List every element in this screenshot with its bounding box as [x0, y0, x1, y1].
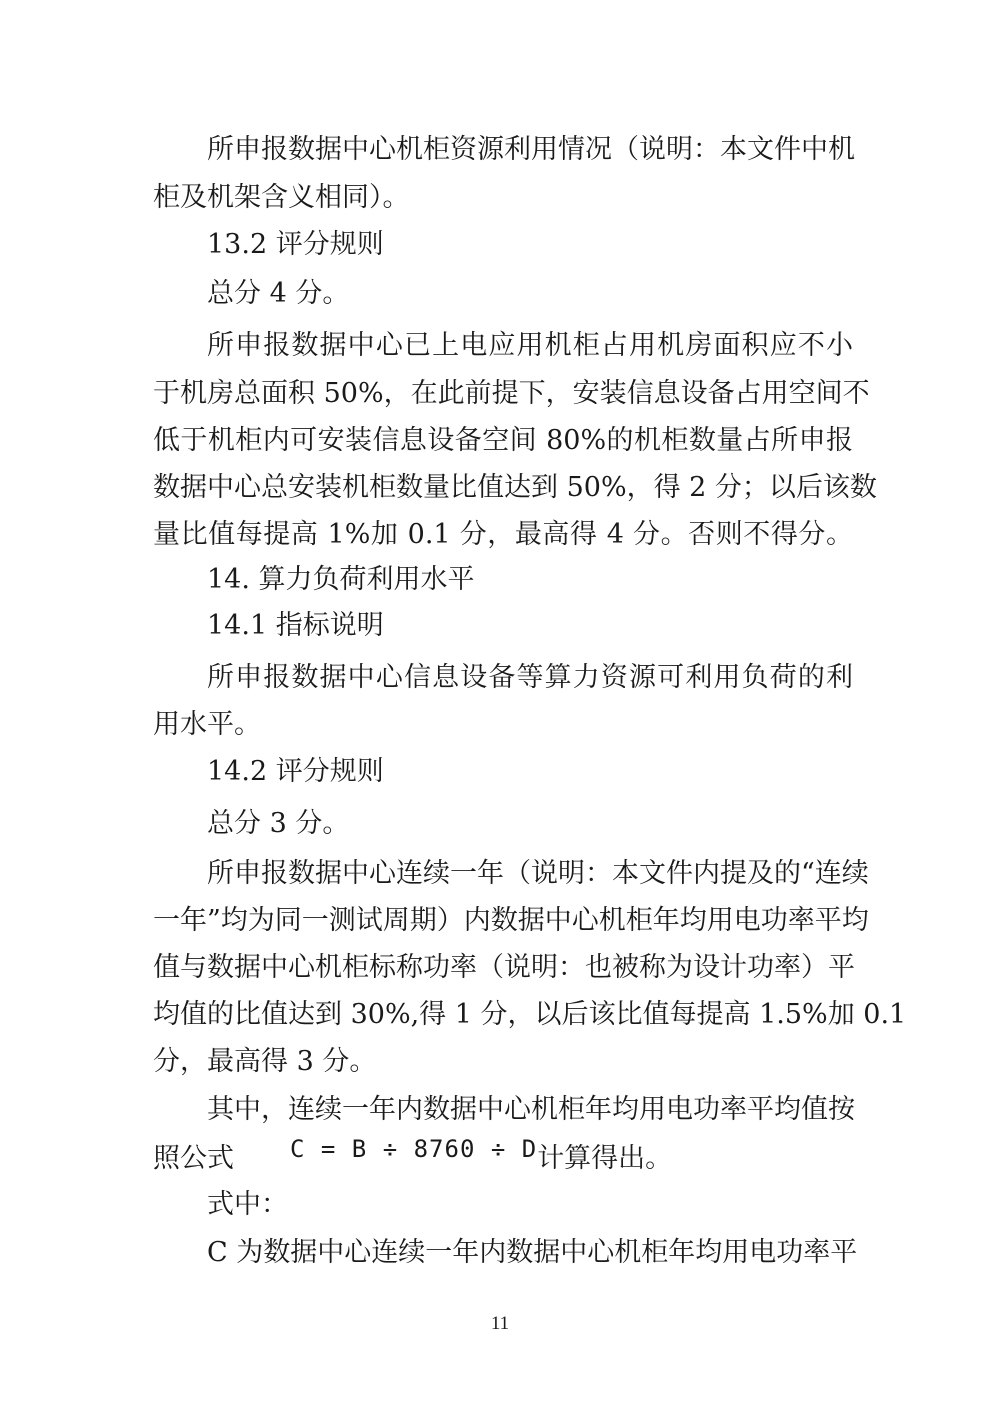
paragraph-line: 用水平。	[153, 709, 261, 740]
paragraph-line: 量比值每提高 1%加 0.1 分，最高得 4 分。否则不得分。	[153, 519, 853, 550]
section-heading: 13.2 评分规则	[207, 229, 384, 260]
page-number: 11	[490, 1313, 510, 1334]
section-heading: 14. 算力负荷利用水平	[207, 564, 475, 595]
paragraph-line: 柜及机架含义相同）。	[153, 182, 410, 213]
paragraph-line: 所申报数据中心机柜资源利用情况（说明：本文件中机	[207, 134, 855, 165]
paragraph-line: 总分 3 分。	[207, 808, 350, 839]
paragraph-line: 低于机柜内可安装信息设备空间 80%的机柜数量占所申报	[153, 425, 853, 456]
paragraph-line: 数据中心总安装机柜数量比值达到 50%，得 2 分；以后该数	[153, 472, 877, 503]
formula-suffix: 计算得出。	[537, 1143, 673, 1174]
paragraph-line: 值与数据中心机柜标称功率（说明：也被称为设计功率）平	[153, 952, 855, 983]
paragraph-line: 所申报数据中心信息设备等算力资源可利用负荷的利	[207, 662, 853, 693]
formula-line	[153, 1135, 853, 1177]
paragraph-line: 所申报数据中心连续一年（说明：本文件内提及的“连续	[207, 858, 869, 889]
formula-prefix: 照公式	[153, 1143, 234, 1174]
section-heading: 14.1 指标说明	[207, 610, 384, 641]
paragraph-line: 分，最高得 3 分。	[153, 1046, 377, 1077]
paragraph-line: 所申报数据中心已上电应用机柜占用机房面积应不小	[207, 330, 853, 361]
paragraph-line: C 为数据中心连续一年内数据中心机柜年均用电功率平	[207, 1237, 858, 1268]
formula: C = B ÷ 8760 ÷ D	[290, 1135, 538, 1163]
paragraph-line: 于机房总面积 50%，在此前提下，安装信息设备占用空间不	[153, 378, 870, 409]
paragraph-line: 式中：	[207, 1189, 288, 1220]
paragraph-line: 总分 4 分。	[207, 278, 350, 309]
paragraph-line: 均值的比值达到 30%,得 1 分，以后该比值每提高 1.5%加 0.1	[153, 999, 907, 1030]
paragraph-line: 一年”均为同一测试周期）内数据中心机柜年均用电功率平均	[153, 905, 869, 936]
section-heading: 14.2 评分规则	[207, 756, 384, 787]
paragraph-line: 其中，连续一年内数据中心机柜年均用电功率平均值按	[207, 1094, 855, 1125]
